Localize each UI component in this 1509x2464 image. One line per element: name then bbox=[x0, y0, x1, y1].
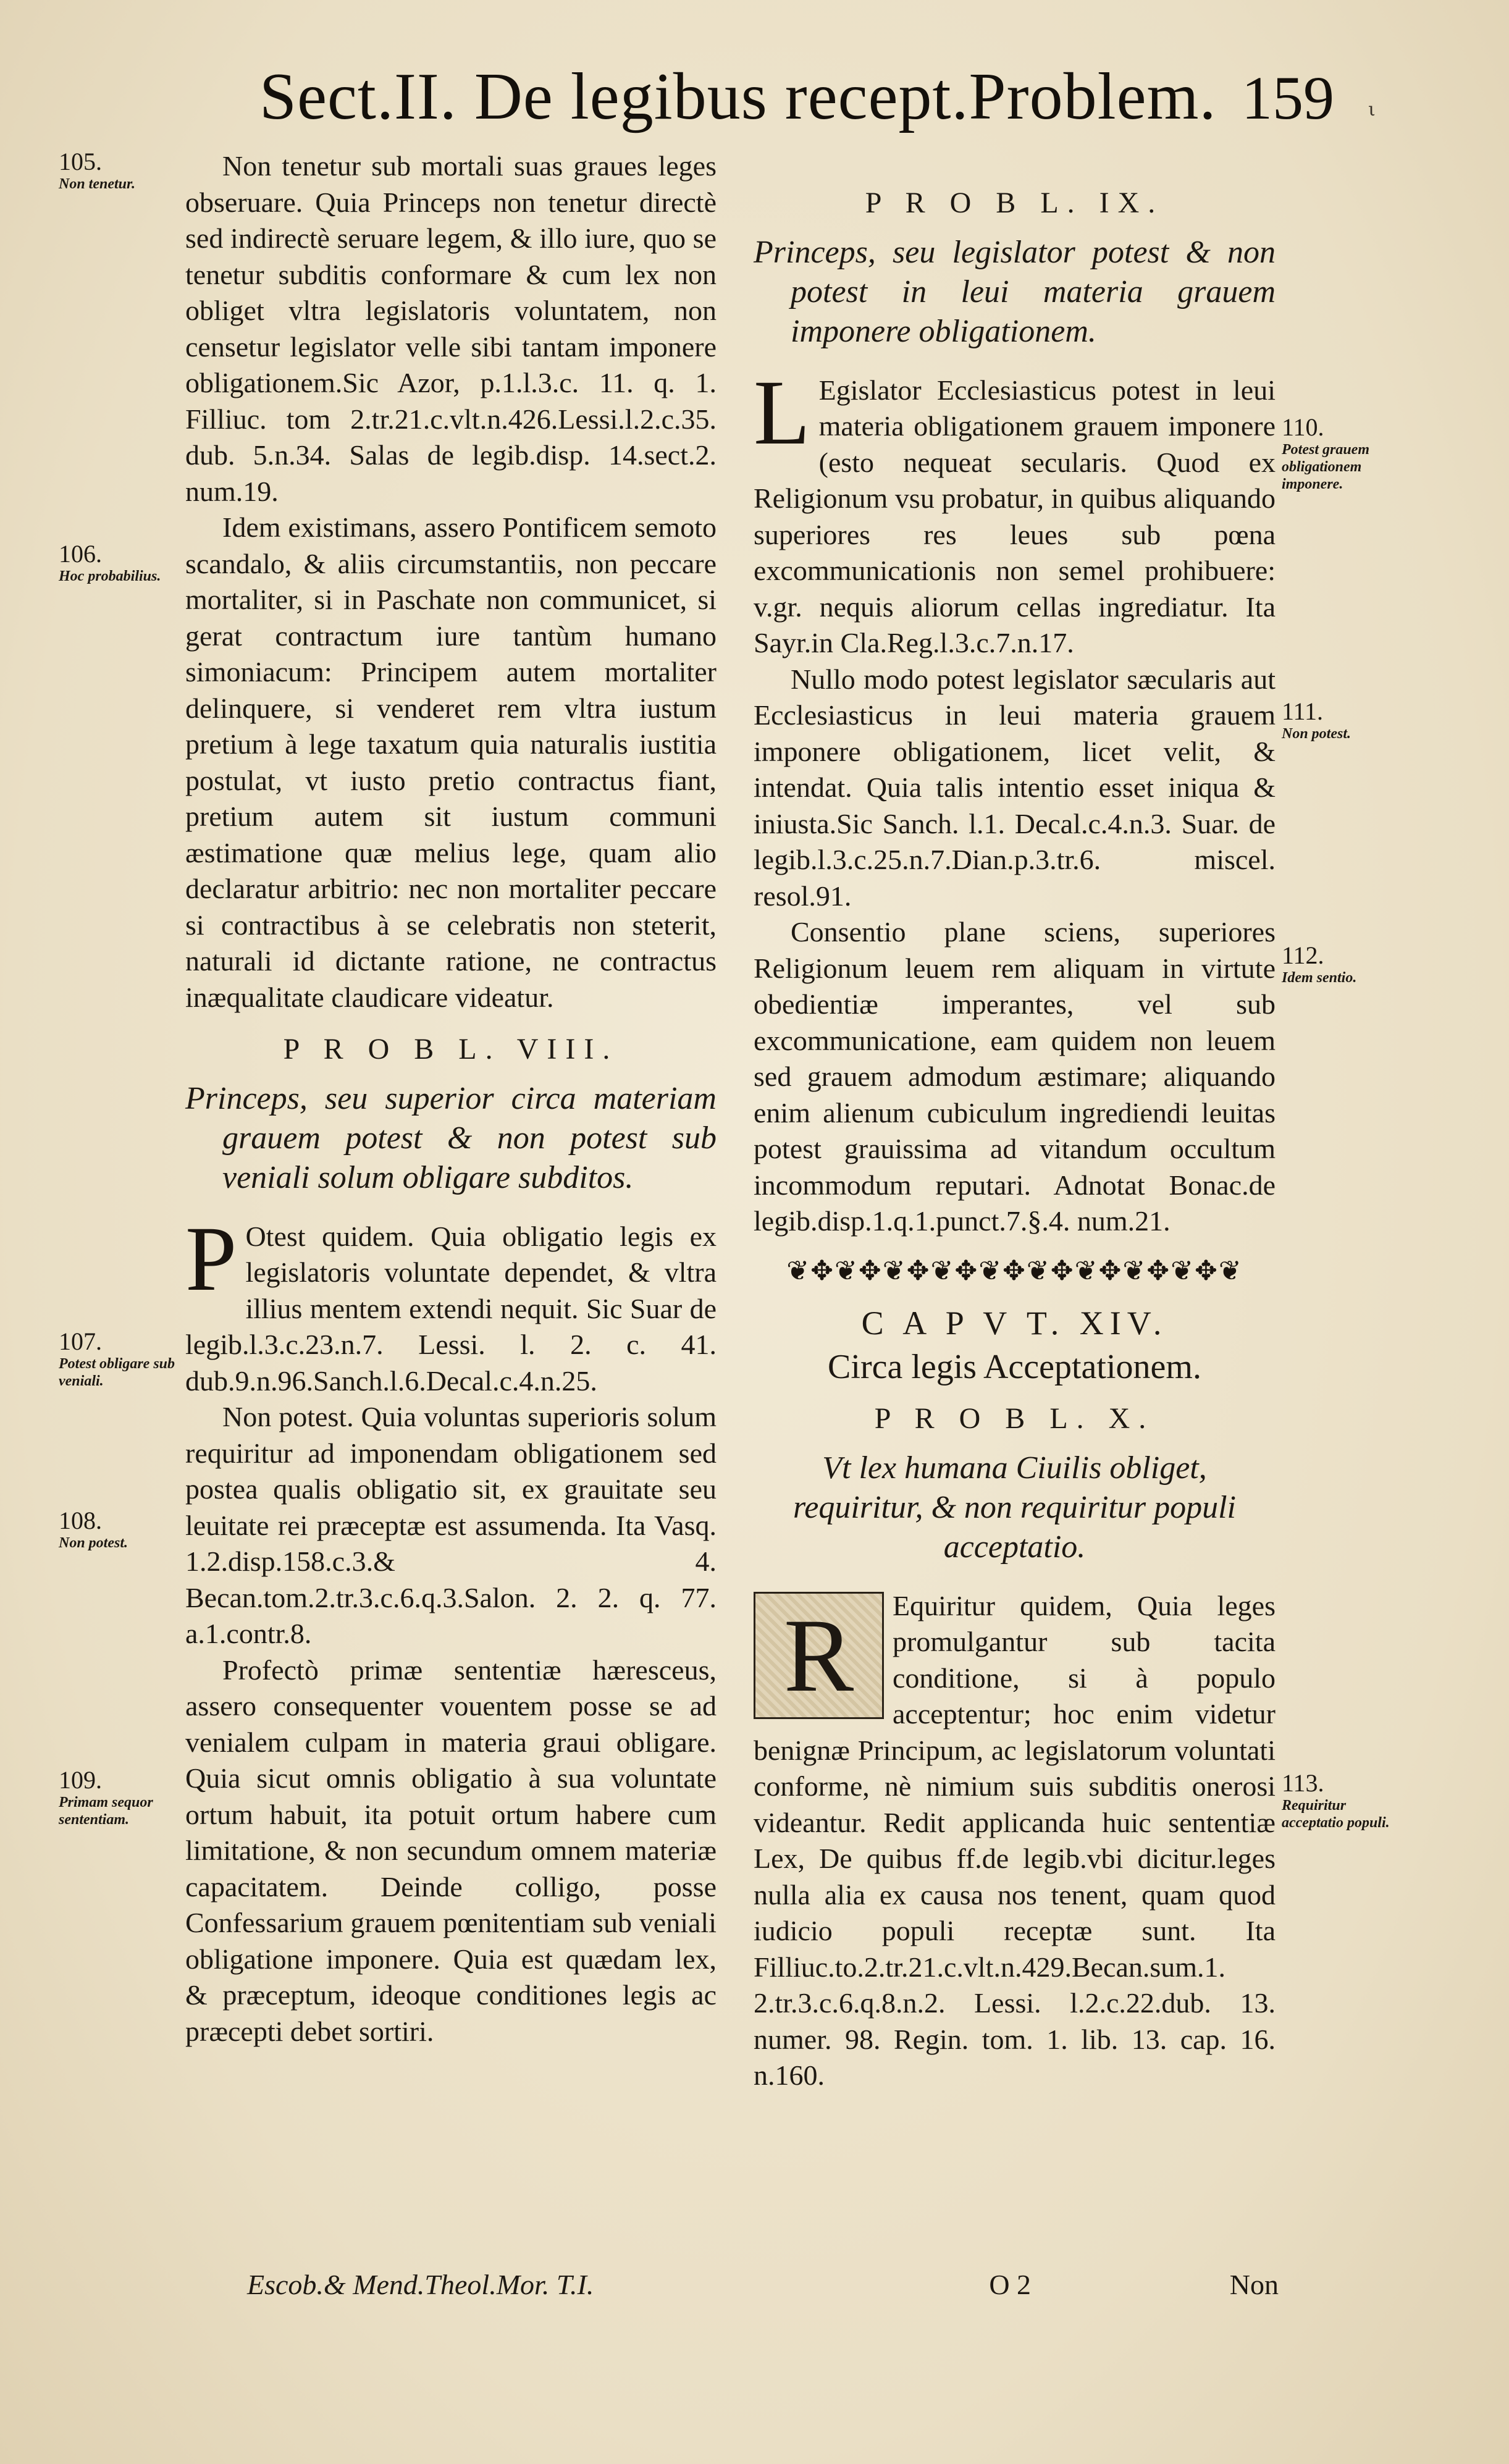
margin-note-text: Non potest. bbox=[59, 1535, 128, 1551]
footer-citation: Escob.& Mend.Theol.Mor. T.I. bbox=[247, 2269, 594, 2300]
decorated-initial bbox=[754, 1592, 884, 1719]
left-column bbox=[185, 148, 717, 2050]
margin-note-text: Non potest. bbox=[1282, 726, 1351, 742]
margin-note-text: Primam sequor sententiam. bbox=[59, 1794, 153, 1828]
catchword: Non bbox=[1229, 2269, 1279, 2300]
margin-note-number: 107. bbox=[59, 1327, 102, 1355]
signature-mark: O 2 bbox=[989, 2269, 1032, 2300]
margin-note-number: 111. bbox=[1282, 697, 1324, 725]
caput-label: C A P V T. XIV. bbox=[861, 1305, 1168, 1342]
paragraph-110 bbox=[754, 361, 1276, 662]
caput-title: Circa legis Acceptationem. bbox=[828, 1347, 1201, 1386]
dropcap-l: L bbox=[754, 361, 810, 464]
paragraph-112: Consentio plane sciens, superiores Religionum leuem rem aliquam in virtute obedientiæ imperantes, vel sub excommunicatione, eam quidem non leuem sed grauem admodum æstimare; aliquando enim alienum cubiculum ingrediendi leuitas potest grauissima ad vitandum occultum incommodum reputari. Adnotat Bonac.de legib.disp.1.q.1.punct.7.§.4. num.21. bbox=[754, 916, 1276, 1237]
problem-10-heading: Vt lex humana Ciuilis obliget, requiritur, & non requiritur populi acceptatio. bbox=[793, 1450, 1236, 1565]
page-number: 159 bbox=[1242, 64, 1334, 132]
paragraph-113 bbox=[754, 1588, 1276, 2094]
margin-note-number: 105. bbox=[59, 148, 102, 175]
margin-note-number: 108. bbox=[59, 1507, 102, 1534]
dropcap-r: R bbox=[783, 1597, 854, 1713]
paragraph-105: Non tenetur sub mortali suas graues leges obseruare. Quia Princeps non tenetur directè sed indirectè seruare legem, & illo iure, quo se tenetur subditis conformare & cum lex non obliget vltra legislatoris voluntatem, non censetur legislator velle sibi tantam imponere obligationem.Sic Azor, p.1.l.3.c. 11. q. 1. Filliuc. tom 2.tr.21.c.vlt.n.426.Lessi.l.2.c.35. dub. 5.n.34. Salas de legib.disp. 14.sect.2. num.19. bbox=[185, 150, 717, 507]
margin-note-109 bbox=[59, 1767, 182, 1828]
running-header bbox=[259, 59, 1334, 145]
margin-note-number: 109. bbox=[59, 1766, 102, 1794]
right-column bbox=[754, 148, 1276, 2094]
paragraph-108: Non potest. Quia voluntas superioris solum requiritur ad imponendam obligationem sed postea qualis obligatio sit, ex grauitate seu leuitate rei præceptæ est assumenda. Ita Vasq. 1.2.disp.158.c.3.& 4. Becan.tom.2.tr.3.c.6.q.3.Salon. 2. 2. q. 77. a.1.contr.8. bbox=[185, 1401, 717, 1649]
paragraph-111: Nullo modo potest legislator sæcularis aut Ecclesiasticus in leui materia grauem imponere obligationem, licet velit, & intendat. Quia talis intentio esset iniqua & iniusta.Sic Sanch. l.1. Decal.c.4.n.3. Suar. de legib.l.3.c.25.n.7.Dian.p.3.tr.6. miscel. resol.91. bbox=[754, 663, 1276, 912]
margin-note-107 bbox=[59, 1328, 182, 1390]
margin-note-text: Non tenetur. bbox=[59, 176, 136, 192]
paragraph-109: Profectò primæ sententiæ hæresceus, assero consequenter vouentem posse se ad venialem culpam in materia graui obligare. Quia sicut omnis obligatio à sua voluntate ortum habuit, ita potuit ortum habere cum limitatione, & non secundum omnem materiæ capacitatem. Deinde colligo, posse Confessarium grauem pœnitentiam sub veniali obligatione imponere. Quia est quædam lex, & præceptum, ideoque conditiones legis ac præcepti debet sortiri. bbox=[185, 1654, 717, 2047]
paragraph-107-text: Otest quidem. Quia obligatio legis ex legislatoris voluntate dependet, & vltra illius mentem extendi nequit. Sic Suar de legib.l.3.c.23.n.7. Lessi. l. 2. c. 41. dub.9.n.96.Sanch.l.6.Decal.c.4.n.25. bbox=[185, 1220, 717, 1397]
corner-mark: ι bbox=[1368, 99, 1376, 120]
problem-9-heading: Princeps, seu legislator potest & non potest in leui materia grauem imponere obligationem. bbox=[754, 234, 1276, 349]
dropcap-p: P bbox=[185, 1207, 237, 1310]
margin-note-number: 106. bbox=[59, 540, 102, 568]
margin-note-text: Idem sentio. bbox=[1282, 970, 1357, 986]
margin-note-number: 112. bbox=[1282, 941, 1324, 969]
margin-note-number: 113. bbox=[1282, 1769, 1324, 1797]
problem-8-label: P R O B L. VIII. bbox=[283, 1033, 619, 1066]
paragraph-106: Idem existimans, assero Pontificem semoto scandalo, & aliis circumstantiis, non peccare mortaliter, si in Paschate non communicet, si gerat contractum iure tantùm humano simoniacum: Principem autem mortaliter delinquere, si venderet rem vltra iustum pretium à lege taxatum quia naturalis iustitia postulat, vt iusto pretio contractus fiant, pretium autem sit iustum communi æstimatione quæ melius lege, quam alio declaratur arbitrio: nec non mortaliter peccare si contractibus à se celebratis non steterit, naturali id dictante ratione, ne contractus inæqualitate claudicare videatur. bbox=[185, 511, 717, 1013]
paragraph-113-text: Equiritur quidem, Quia leges promulgantur sub tacita conditione, si à populo acceptentur; hoc enim videtur benignæ Principum, ac legislatorum voluntati conforme, nè nimium suis subditis onerosi videantur. Redit applicanda huic sententiæ Lex, De quibus ff.de legib.vbi dicitur.leges nulla alia ex causa nos tenent, quam quod iudicio populi receptæ sunt. Ita Filliuc.to.2.tr.21.c.vlt.n.429.Becan.sum.1. 2.tr.3.c.6.q.8.n.2. Lessi. l.2.c.22.dub. 13. numer. 98. Regin. tom. 1. lib. 13. cap. 16. n.160. bbox=[754, 1589, 1276, 2091]
margin-note-108 bbox=[59, 1507, 182, 1552]
running-title: Sect.II. De legibus recept.Problem. bbox=[259, 60, 1217, 133]
problem-9-label: P R O B L. IX. bbox=[865, 187, 1164, 219]
paragraph-110-text: Egislator Ecclesiasticus potest in leui materia obligationem grauem imponere (esto nequeat secularis. Quod ex Religionum vsu probatur, in quibus aliquando superiores res leues sub pœna excommunicationis non semel prohibuere: v.gr. nequis aliorum cellas ingrediatur. Ita Sayr.in Cla.Reg.l.3.c.7.n.17. bbox=[754, 374, 1276, 658]
problem-10-label: P R O B L. X. bbox=[874, 1402, 1155, 1435]
margin-note-text: Requiritur acceptatio populi. bbox=[1282, 1798, 1390, 1831]
margin-note-text: Hoc probabilius. bbox=[59, 568, 161, 584]
problem-8-heading: Princeps, seu superior circa materiam grauem potest & non potest sub veniali solum obligare subditos. bbox=[185, 1080, 717, 1195]
margin-note-110 bbox=[1282, 414, 1405, 493]
margin-note-113 bbox=[1282, 1770, 1405, 1831]
margin-note-111 bbox=[1282, 698, 1405, 742]
margin-note-text: Potest grauem obligationem imponere. bbox=[1282, 442, 1369, 492]
paragraph-107 bbox=[185, 1207, 717, 1400]
ornamental-divider: ❦✥❦✥❦✥❦✥❦✥❦✥❦✥❦✥❦✥❦ bbox=[786, 1255, 1243, 1286]
margin-note-105 bbox=[59, 148, 182, 193]
margin-note-number: 110. bbox=[1282, 413, 1324, 441]
margin-note-text: Potest obligare sub veniali. bbox=[59, 1356, 175, 1389]
page-footer bbox=[247, 2268, 1279, 2305]
margin-note-112 bbox=[1282, 942, 1405, 986]
margin-note-106 bbox=[59, 540, 182, 585]
